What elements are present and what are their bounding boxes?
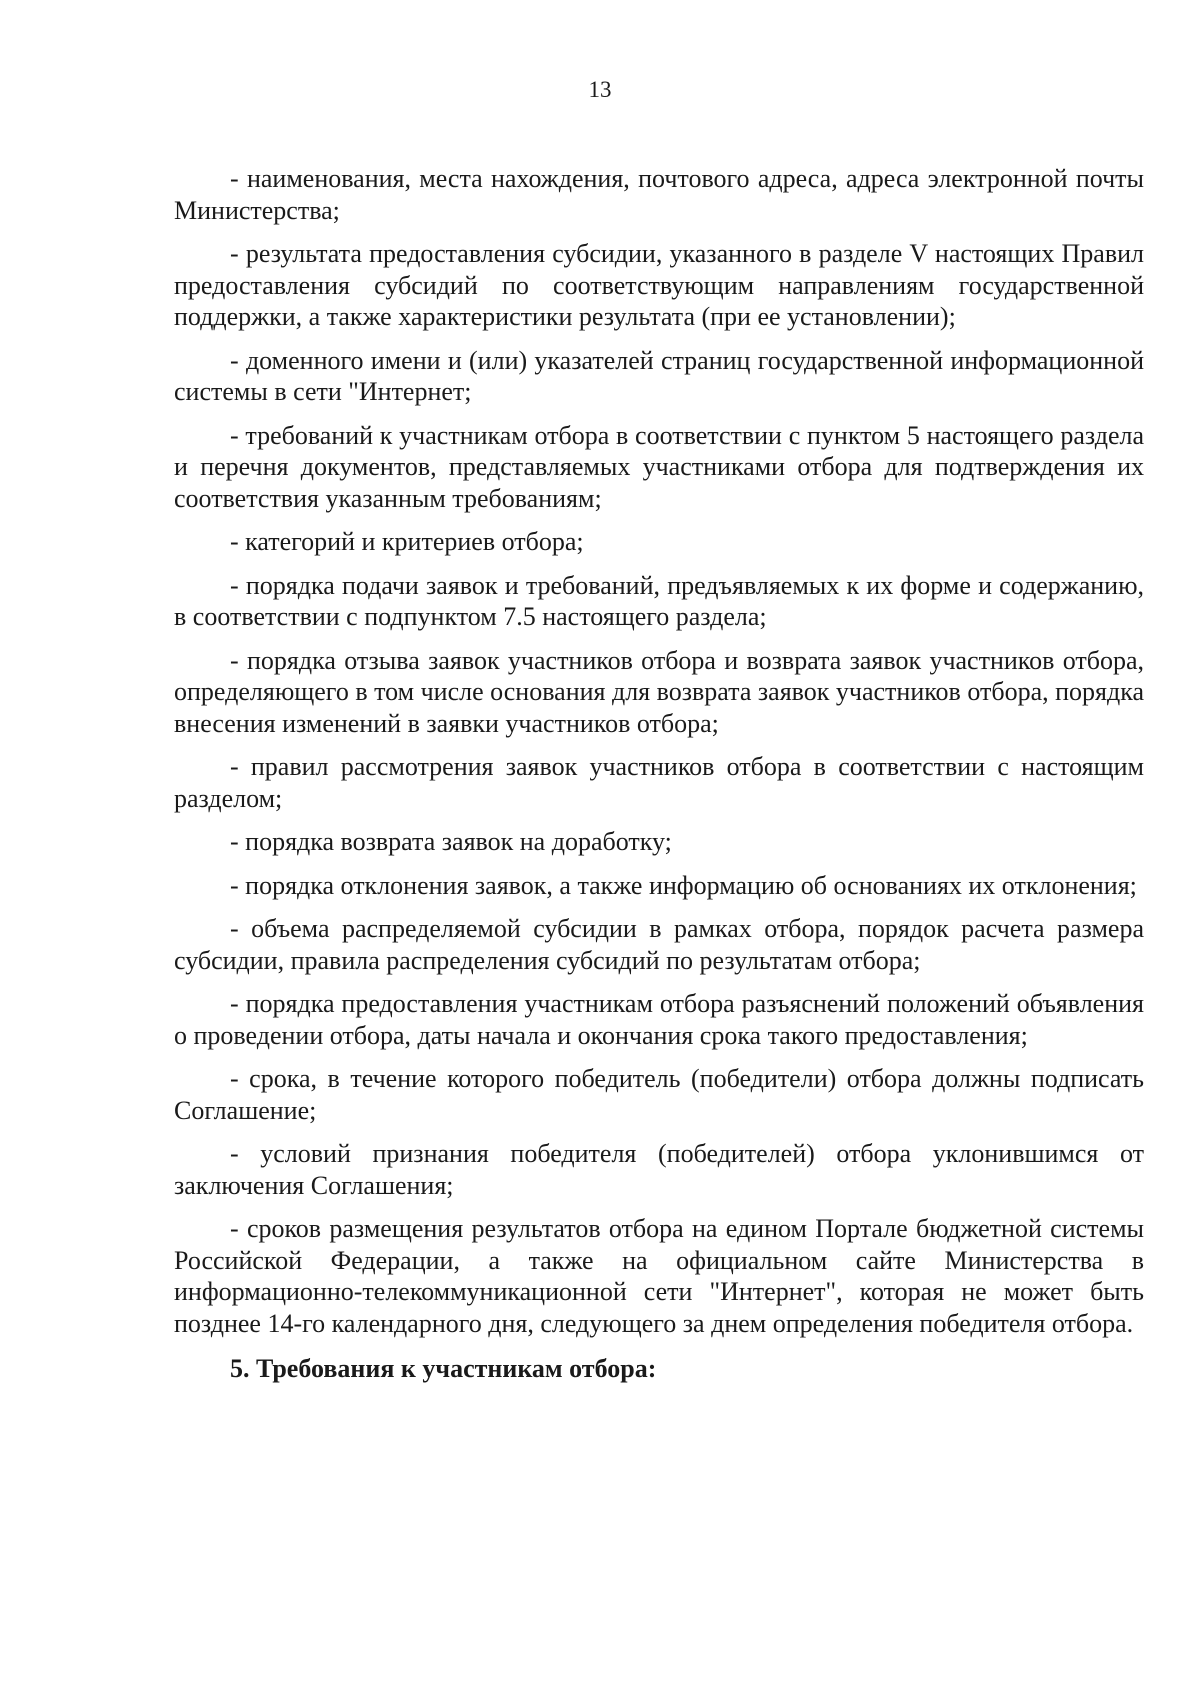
list-item: - правил рассмотрения заявок участников отбора в соответствии с настоящим разделом;: [174, 752, 1144, 813]
list-item: - порядка отклонения заявок, а также информацию об основаниях их отклонения;: [230, 870, 1137, 900]
list-item: - порядка подачи заявок и требований, предъявляемых к их форме и содержанию, в соответствии с подпунктом 7.5 настоящего раздела;: [174, 570, 1144, 631]
list-item: - порядка отзыва заявок участников отбора и возврата заявок участников отбора, определяющего в том числе основания для возврата заявок участников отбора, порядка внесения изменений в заявки участников отбора;: [174, 645, 1144, 738]
list-item: - результата предоставления субсидии, указанного в разделе V настоящих Правил предоставления субсидий по соответствующим направлениям государственной поддержки, а также характеристики результата (при ее установлении);: [174, 239, 1144, 331]
list-item: - объема распределяемой субсидии в рамках отбора, порядок расчета размера субсидии, правила распределения субсидий по результатам отбора;: [174, 914, 1144, 975]
list-item: - требований к участникам отбора в соответствии с пунктом 5 настоящего раздела и перечня документов, представляемых участниками отбора для подтверждения их соответствия указанным требованиям;: [174, 420, 1144, 513]
document-body: [174, 163, 1144, 1385]
page-number: 13: [588, 77, 612, 102]
list-item: - порядка предоставления участникам отбора разъяснений положений объявления о проведении отбора, даты начала и окончания срока такого предоставления;: [174, 989, 1144, 1050]
section-heading: 5. Требования к участникам отбора:: [230, 1354, 657, 1383]
list-item: - категорий и критериев отбора;: [230, 527, 584, 556]
list-item: - сроков размещения результатов отбора на едином Портале бюджетной системы Российской Федерации, а также на официальном сайте Министерства в информационно-телекоммуникационной сети "Интернет", которая не может быть позднее 14-го календарного дня, следующего за днем определения победителя отбора.: [174, 1214, 1144, 1338]
list-item: - доменного имени и (или) указателей страниц государственной информационной системы в сети "Интернет;: [174, 345, 1144, 406]
list-item: - наименования, места нахождения, почтового адреса, адреса электронной почты Министерства;: [174, 164, 1144, 225]
list-item: - условий признания победителя (победителей) отбора уклонившимся от заключения Соглашения;: [174, 1139, 1144, 1200]
list-item: - срока, в течение которого победитель (победители) отбора должны подписать Соглашение;: [174, 1064, 1144, 1125]
list-item: - порядка возврата заявок на доработку;: [230, 827, 672, 856]
